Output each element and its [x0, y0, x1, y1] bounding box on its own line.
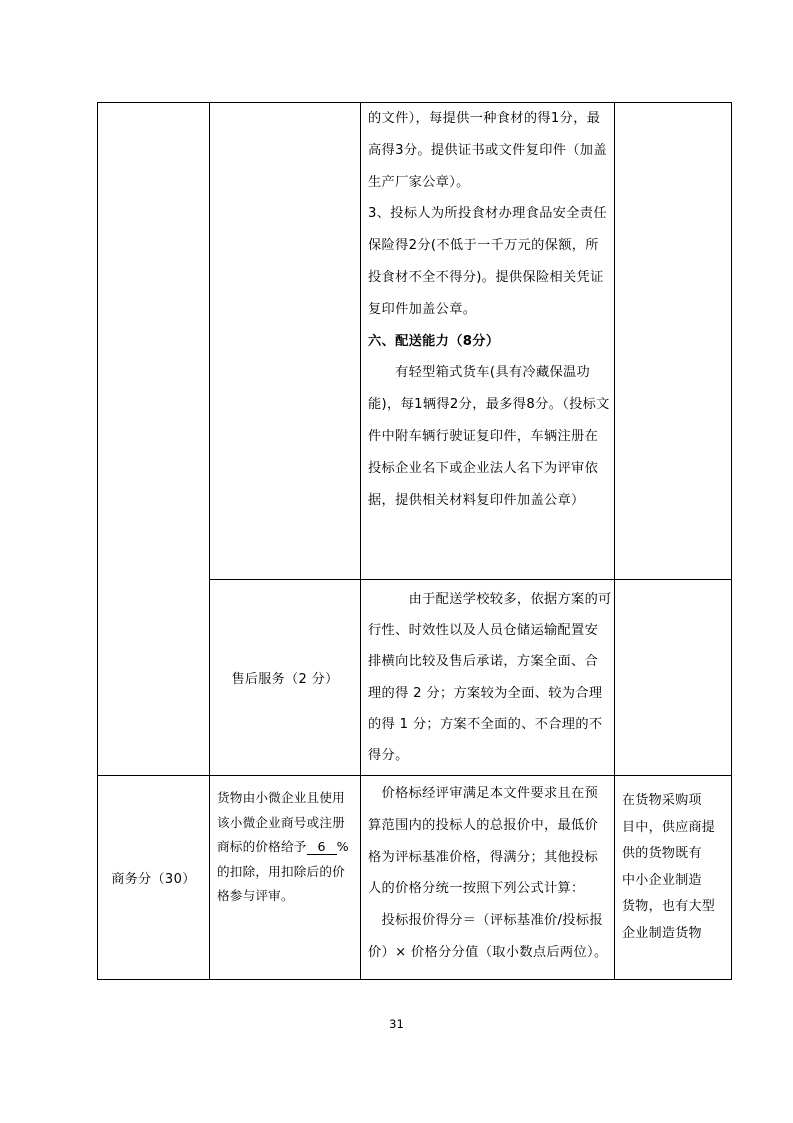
- text-line: 目中，供应商提: [622, 819, 716, 835]
- criteria-cell: [361, 776, 615, 980]
- price-criteria: [361, 776, 614, 969]
- text-line: 企业制造货物: [622, 925, 702, 941]
- text-line: 行性、时效性以及人员仓储运输配置安: [368, 623, 599, 639]
- text-line: 在货物采购项: [622, 793, 702, 808]
- page-number: 31: [389, 1017, 404, 1031]
- notes-cell: [615, 580, 732, 776]
- text-line: 中小企业制造: [622, 872, 702, 888]
- text-line: 得分。: [368, 747, 409, 763]
- text-fragment: 商标的价格给予: [217, 839, 307, 855]
- text-line: 货物，也有大型: [622, 899, 716, 914]
- text-line: 复印件加盖公章。: [368, 301, 477, 317]
- text-line: 的文件），每提供一种食材的得1分，最: [368, 111, 601, 126]
- table-row: [98, 776, 732, 980]
- text-line: 格参与评审。: [217, 888, 294, 904]
- text-line: 投食材不全不得分)。提供保险相关凭证: [368, 269, 604, 285]
- text-line: 3、投标人为所投食材办理食品安全责任: [368, 206, 607, 222]
- text-line: 理的得 2 分；方案较为全面、较为合理: [368, 685, 603, 701]
- text-line: 算范围内的投标人的总报价中，最低价: [368, 817, 599, 833]
- procurement-note: [615, 776, 731, 947]
- small-enterprise-discount: [210, 776, 360, 909]
- notes-cell: [615, 103, 732, 580]
- notes-cell: [615, 776, 732, 980]
- text-line: 件中附车辆行驶证复印件，车辆注册在: [368, 428, 599, 444]
- criteria-cell: [361, 580, 615, 776]
- table-row: [98, 103, 732, 580]
- text-line: 据，提供相关材料复印件加盖公章）: [368, 492, 585, 508]
- text-line: 人的价格分统一按照下列公式计算：: [368, 881, 585, 897]
- text-line: 投标企业名下或企业法人名下为评审依: [368, 460, 599, 476]
- category-cell: [98, 776, 210, 980]
- text-line: 高得3分。提供证书或文件复印件（加盖: [368, 142, 607, 158]
- text-line: 能)，每1辆得2分，最多得8分。（投标文: [368, 397, 610, 413]
- text-line: 的扣除，用扣除后的价: [217, 863, 345, 879]
- text-line: 供的货物既有: [622, 846, 702, 861]
- criteria-text: [361, 103, 614, 516]
- text-line: 价）× 价格分分值（取小数点后两位）。: [368, 944, 608, 960]
- text-line: 的得 1 分；方案不全面的、不合理的不: [368, 716, 603, 732]
- subcategory-cell: [210, 580, 361, 776]
- text-line: 保险得2分(不低于一千万元的保额，所: [368, 238, 599, 254]
- criteria-cell: [361, 103, 615, 580]
- text-line: 格为评标基准价格，得满分；其他投标: [368, 849, 599, 865]
- text-line: 由于配送学校较多，依据方案的可: [368, 592, 612, 607]
- text-line: 排横向比较及售后承诺，方案全面、合: [368, 654, 599, 670]
- text-line: 有轻型箱式货车(具有冷藏保温功: [368, 365, 591, 381]
- section-heading: 六、配送能力（8分）: [368, 333, 500, 349]
- subcategory-cell: [210, 103, 361, 580]
- text-line: 生产厂家公章）。: [368, 174, 470, 190]
- text-fragment: %: [336, 839, 349, 855]
- after-sales-label: 售后服务（2 分）: [231, 672, 339, 687]
- discount-percent-blank: 6: [307, 840, 337, 855]
- text-line: 货物由小微企业且使用: [217, 790, 345, 805]
- after-sales-criteria: [361, 580, 614, 771]
- business-score-label: 商务分（30）: [111, 872, 196, 887]
- text-line: 投标报价得分＝（评标基准价/投标报: [368, 913, 603, 929]
- category-cell: [98, 103, 210, 776]
- text-line: [217, 835, 356, 860]
- text-line: 该小微企业商号或注册: [217, 814, 345, 830]
- text-line: 价格标经评审满足本文件要求且在预: [368, 786, 599, 801]
- subcategory-cell: [210, 776, 361, 980]
- scoring-table: [97, 102, 732, 980]
